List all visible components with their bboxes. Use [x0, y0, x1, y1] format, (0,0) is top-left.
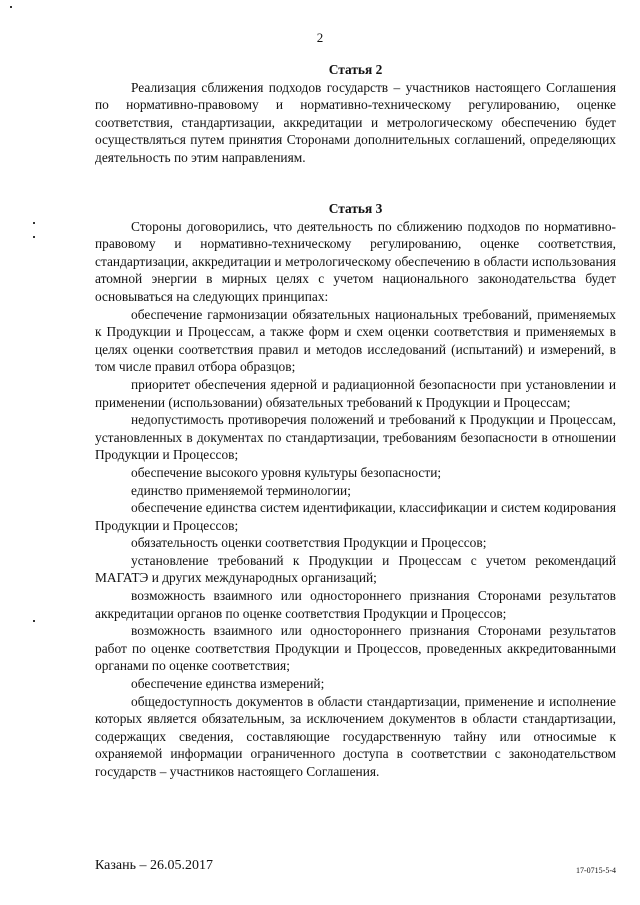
principle-item: недопустимость противоречия положений и требований к Продукции и Процессам, установленных в документах по стандартизации, требованиям безопасности в отношении Продукции и Процессов;	[95, 412, 616, 463]
principle-item: установление требований к Продукции и Процессам с учетом рекомендаций МАГАТЭ и других международных организаций;	[95, 552, 616, 586]
article-2-section	[95, 61, 616, 167]
article-2-heading: Статья 2	[328, 62, 383, 77]
principle-item: возможность взаимного или одностороннего признания Сторонами результатов работ по оценке соответствия Продукции и Процессов, проведенных аккредитованными органами по оценке соответствия;	[95, 623, 616, 674]
principle-item: приоритет обеспечения ядерной и радиационной безопасности при установлении и применении (использовании) обязательных требований к Продукции и Процессам;	[95, 376, 616, 410]
principle-item: общедоступность документов в области стандартизации, применение и исполнение которых является обязательным, за исключением документов в области стандартизации, содержащих сведения, составляющие государственную тайну или относимые к охраняемой информации ограниченного доступа в соответствии с законодательством государств – участников настоящего Соглашения.	[95, 693, 616, 779]
footer-document-code: 17-0715-5-4	[576, 866, 616, 875]
article-3-intro-paragraph: Стороны договорились, что деятельность по сближению подходов по нормативно-правовому и нормативно-техническому регулированию, оценке соответствия, стандартизации, аккредитации и метрологическому обеспечению в области использования атомной энергии в мирных целях с учетом национального законодательства будет основываться на следующих принципах:	[95, 218, 616, 304]
scan-mark	[10, 6, 12, 8]
principle-item: единство применяемой терминологии;	[131, 482, 351, 498]
article-3-section	[95, 200, 616, 781]
principle-item: обеспечение единства измерений;	[131, 676, 325, 692]
article-2-paragraph: Реализация сближения подходов государств – участников настоящего Соглашения по нормативно-правовому и нормативно-техническому регулированию, оценке соответствия, стандартизации, аккредитации и метрологическому обеспечению будет осуществляться путем принятия Сторонами дополнительных соглашений, определяющих деятельность по этим направлениям.	[95, 79, 616, 165]
page-number: 2	[316, 30, 324, 45]
principle-item: обеспечение единства систем идентификации, классификации и систем кодирования Продукции и Процессов;	[95, 500, 616, 533]
scan-mark	[33, 620, 35, 622]
footer-place-date: Казань – 26.05.2017	[95, 858, 213, 873]
principle-item: обеспечение высокого уровня культуры безопасности;	[131, 464, 442, 480]
article-3-heading: Статья 3	[328, 201, 383, 216]
principle-item: возможность взаимного или одностороннего признания Сторонами результатов аккредитации органов по оценке соответствия Продукции и Процессов;	[95, 588, 616, 621]
principle-item: обеспечение гармонизации обязательных национальных требований, применяемых к Продукции и Процессам, а также форм и схем оценки соответствия и применяемых в целях оценки соответствия правил и методов исследований (испытаний) и измерений, в том числе правил отбора образцов;	[95, 306, 616, 375]
principle-item: обязательность оценки соответствия Продукции и Процессов;	[131, 535, 487, 551]
scan-mark	[33, 222, 35, 224]
scan-mark	[33, 236, 35, 238]
